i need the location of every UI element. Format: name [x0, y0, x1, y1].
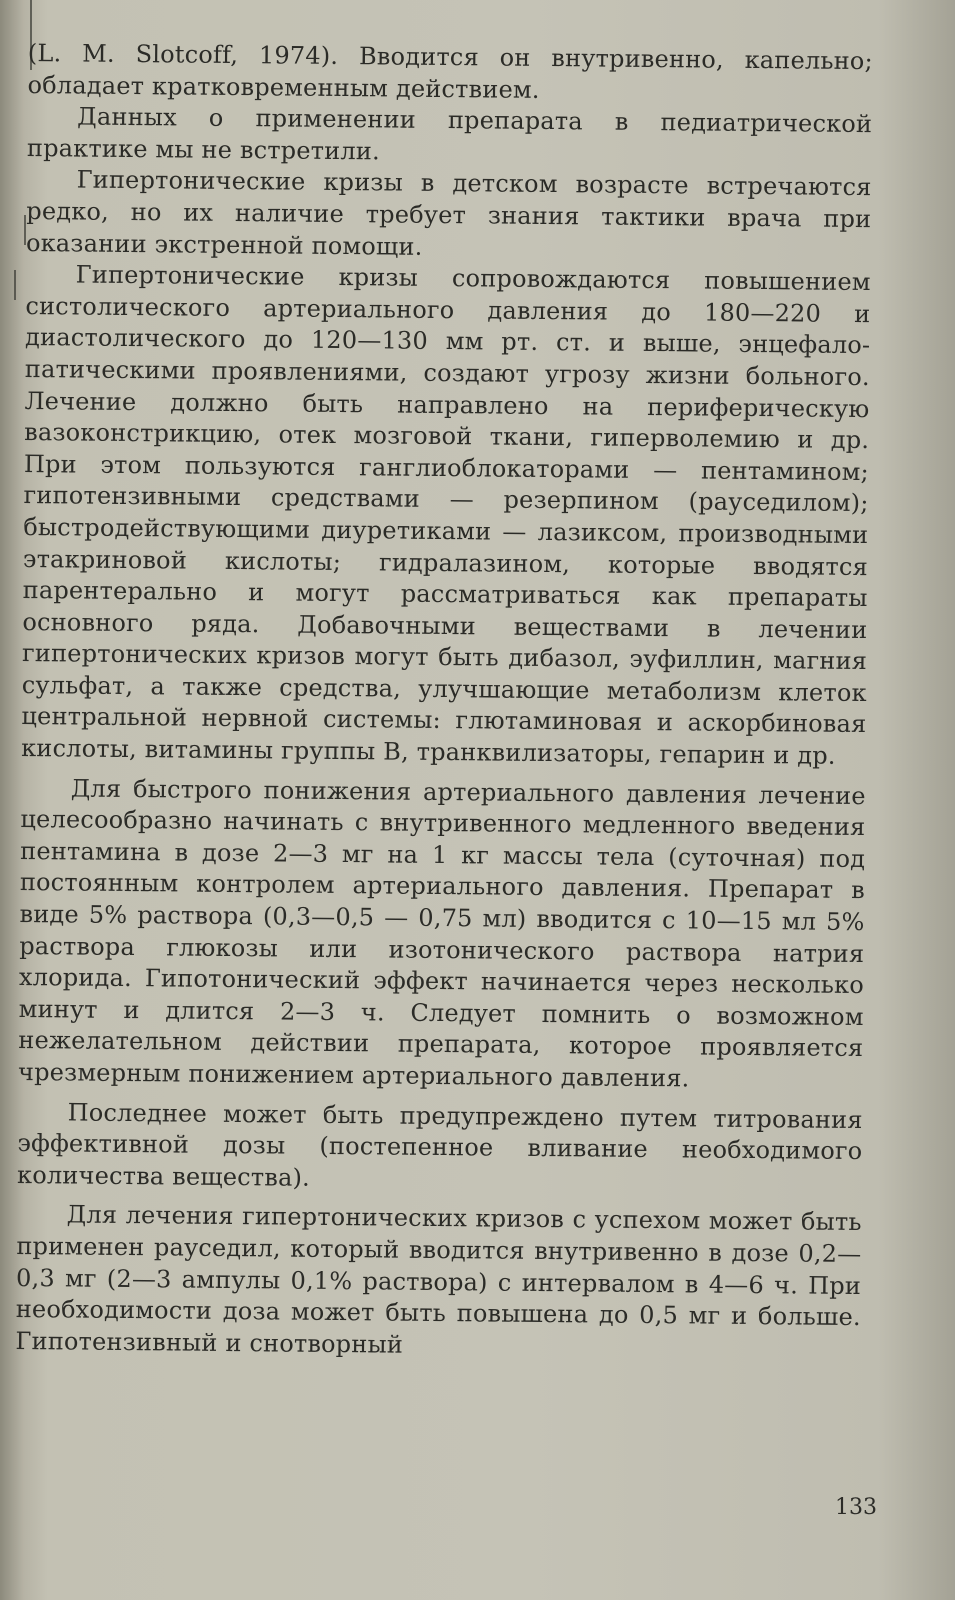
- margin-mark: [14, 270, 16, 300]
- paragraph: Последнее может быть предупреждено путем титрования эффективной дозы (постепенное вливание необходимого количества вещества).: [16, 1098, 863, 1192]
- body-text: [15, 38, 873, 1365]
- paragraph: Гипертонические кризы сопровождаются повышением систолического артериального давления до 180—220 и диастолического до 120—130 мм рт. ст. и выше, энцефалопатическими проявлениями, создают угрозу жизни больного. Лечение должно быть направлено на периферическую вазоконстрикцию, отек мозговой ткани, гиперволемию и др. При этом пользуются ганглиоблокаторами — пентамином; гипотензивными средствами — резерпином (рауседилом); быстродействующими диуретиками — лазиксом, производными этакриновой кислоты; гидралазином, которые вводятся парентерально и могут рассматриваться как препараты основного ряда. Добавочными веществами в лечении гипертонических кризов могут быть дибазол, эуфиллин, магния сульфат, а также средства, улучшающие метаболизм клеток центральной нервной системы: глютаминовая и аскорбиновая кислоты, витамины группы B, транквилизаторы, гепарин и др.: [21, 260, 871, 770]
- paragraph: Гипертонические кризы в детском возрасте встречаются редко, но их наличие требует знания тактики врача при оказании экстренной помощи.: [25, 165, 872, 261]
- paragraph: (L. M. Slotcoff, 1974). Вводится он внутривенно, капельно; обладает кратковременным действием.: [27, 38, 873, 104]
- paragraph: Для лечения гипертонических кризов с успехом может быть применен рауседил, который вводится внутривенно в дозе 0,2—0,3 мг (2—3 ампулы 0,1% раствора) с интервалом в 4—6 ч. При необходимости доза может быть повышена до 0,5 мг и больше. Гипотензивный и снотворный: [15, 1200, 862, 1359]
- paragraph: Данных о применении препарата в педиатрической практике мы не встретили.: [26, 102, 873, 166]
- page-number: 133: [835, 1495, 877, 1520]
- paragraph: Для быстрого понижения артериального давления лечение целесообразно начинать с внутривенного медленного введения пентамина в дозе 2—3 мг на 1 кг массы тела (суточная) под постоянным контролем артериального давления. Препарат в виде 5% раствора (0,3—0,5 — 0,75 мл) вводится с 10—15 мл 5% раствора глюкозы или изотонического раствора натрия хлорида. Гипотонический эффект начинается через несколько минут и длится 2—3 ч. Следует помнить о возможном нежелательном действии препарата, которое проявляется чрезмерным понижением артериального давления.: [17, 774, 866, 1093]
